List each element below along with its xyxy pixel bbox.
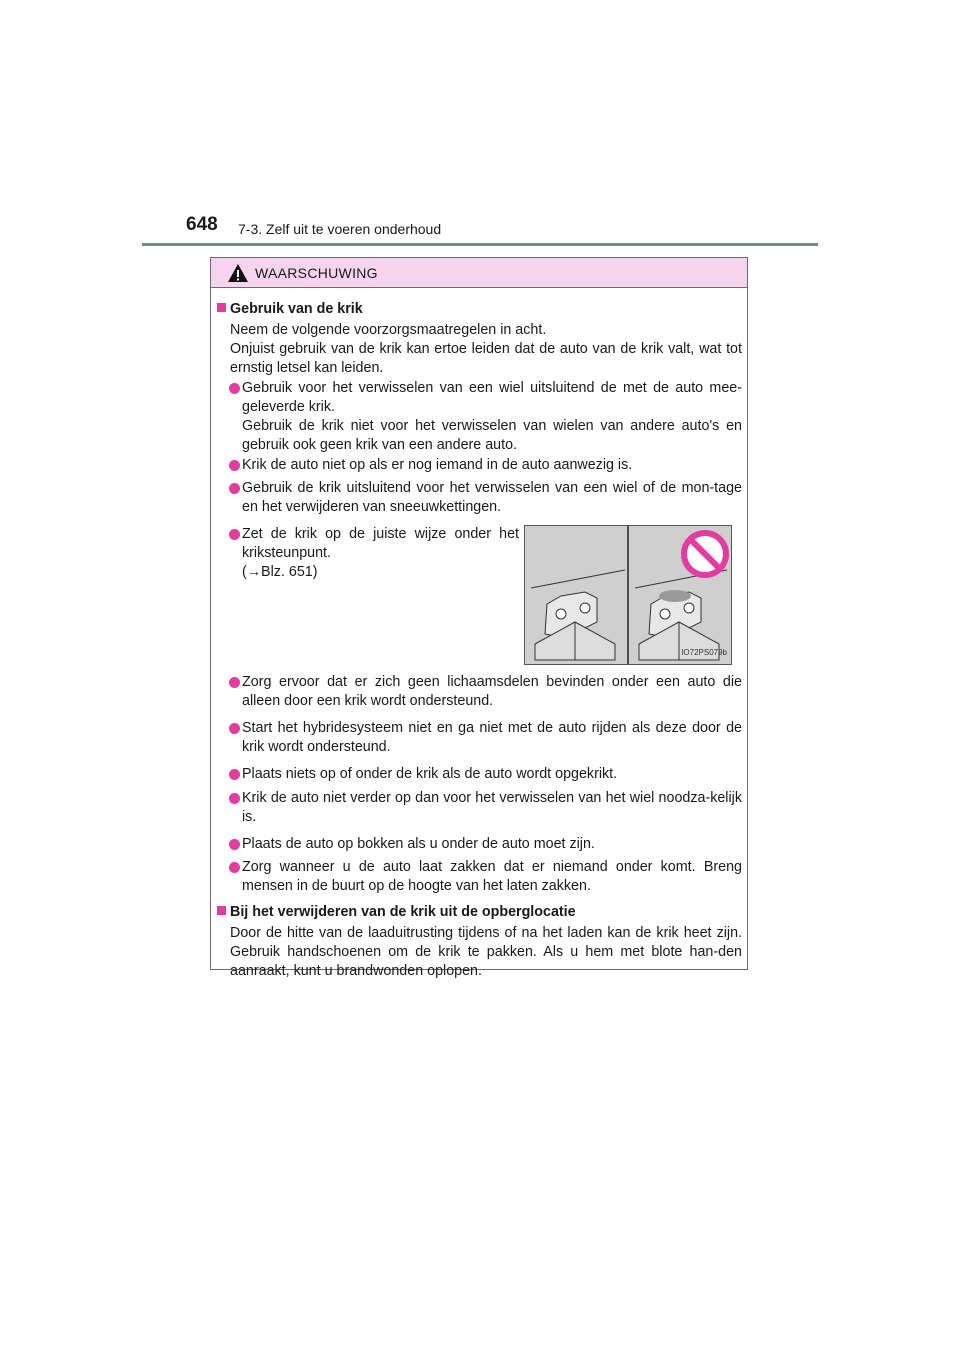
warning-label: WAARSCHUWING xyxy=(255,264,378,281)
bullet-dot-icon xyxy=(229,383,240,394)
figure-code: IO72PS079b xyxy=(681,648,727,657)
bullet-dot-icon xyxy=(229,529,240,540)
warning-box xyxy=(210,257,748,979)
list-item: Krik de auto niet verder op dan voor het verwisselen van het wiel noodza-kelijk is. xyxy=(229,789,742,827)
header-rule xyxy=(142,243,818,246)
list-item: Gebruik de krik uitsluitend voor het verwisselen van een wiel of de mon-tage en het verwijderen van sneeuwkettingen. xyxy=(229,479,742,517)
list-item: Zet de krik op de juiste wijze onder het kriksteunpunt. (→Blz. 651) xyxy=(229,525,519,582)
list-item: Zorg ervoor dat er zich geen lichaamsdelen bevinden onder een auto die alleen door een krik wordt ondersteund. xyxy=(229,673,742,711)
section-title: 7-3. Zelf uit te voeren onderhoud xyxy=(238,221,442,237)
list-item: Plaats de auto op bokken als u onder de auto moet zijn. xyxy=(229,835,742,854)
list-item: Krik de auto niet op als er nog iemand in de auto aanwezig is. xyxy=(229,456,742,475)
list-item: Plaats niets op of onder de krik als de auto wordt opgekrikt. xyxy=(229,765,742,784)
bullet-dot-icon xyxy=(229,839,240,850)
page-number: 648 xyxy=(186,214,218,235)
paragraph: Neem de volgende voorzorgsmaatregelen in acht. xyxy=(230,322,547,338)
jack-placement-figure xyxy=(524,525,732,665)
bullet-dot-icon xyxy=(229,862,240,873)
bullet-dot-icon xyxy=(229,460,240,471)
bullet-dot-icon xyxy=(229,793,240,804)
bullet-dot-icon xyxy=(229,483,240,494)
paragraph: Onjuist gebruik van de krik kan ertoe leiden dat de auto van de krik valt, wat tot ernstig letsel kan leiden. xyxy=(230,341,742,376)
prohibited-icon xyxy=(684,533,726,575)
bullet-dot-icon xyxy=(229,677,240,688)
warning-triangle-icon xyxy=(227,263,249,283)
bullet-dot-icon xyxy=(229,769,240,780)
square-bullet-icon xyxy=(217,303,226,312)
warning-header xyxy=(211,258,747,288)
list-item: Start het hybridesysteem niet en ga niet met de auto rijden als deze door de krik wordt ondersteund. xyxy=(229,719,742,757)
square-bullet-icon xyxy=(217,906,226,915)
section-heading: Bij het verwijderen van de krik uit de opberglocatie xyxy=(217,903,576,922)
section-heading: Gebruik van de krik xyxy=(217,300,363,319)
paragraph: Door de hitte van de laaduitrusting tijdens of na het laden kan de krik heet zijn. Gebruik handschoenen om de krik te pakken. Als u hem met blote han-den aanraakt, kunt u brandwonden oplopen. xyxy=(230,925,742,979)
bullet-dot-icon xyxy=(229,723,240,734)
list-item: Zorg wanneer u de auto laat zakken dat er niemand onder komt. Breng mensen in de buurt op de hoogte van het laten zakken. xyxy=(229,858,742,896)
list-item: Gebruik voor het verwisselen van een wiel uitsluitend de met de auto mee-geleverde krik. Gebruik de krik niet voor het verwisselen van wielen van andere auto's en gebruik ook geen krik van een andere auto. xyxy=(229,379,742,455)
